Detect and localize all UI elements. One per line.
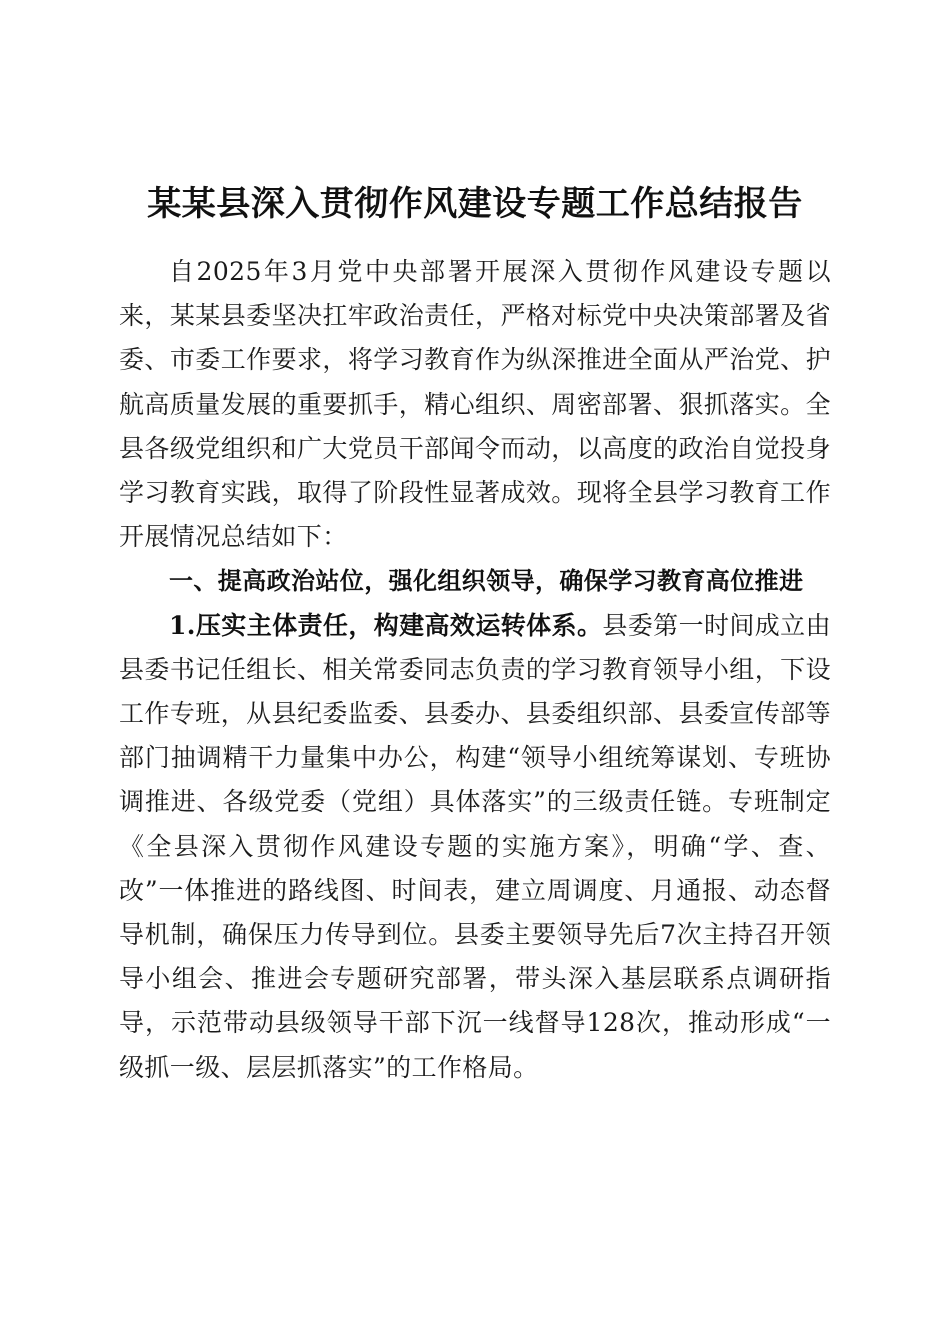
item-paragraph-1 — [119, 604, 831, 1090]
item-lead-1: 1.压实主体责任，构建高效运转体系。 — [169, 610, 603, 640]
document-title: 某某县深入贯彻作风建设专题工作总结报告 — [147, 184, 803, 224]
item-body-1: 县委第一时间成立由县委书记任组长、相关常委同志负责的学习教育领导小组，下设工作专班，从县纪委监委、县委办、县委组织部、县委宣传部等部门抽调精干力量集中办公，构建“领导小组统筹谋划、专班协调推进、各级党委（党组）具体落实”的三级责任链。专班制定《全县深入贯彻作风建设专题的实施方案》，明确“学、查、改”一体推进的路线图、时间表，建立周调度、月通报、动态督导机制，确保压力传导到位。县委主要领导先后7次主持召开领导小组会、推进会专题研究部署，带头深入基层联系点调研指导，示范带动县级领导干部下沉一线督导128次，推动形成“一级抓一级、层层抓落实”的工作格局。 — [119, 610, 831, 1082]
document-body — [119, 250, 831, 1090]
section-heading-1: 一、提高政治站位，强化组织领导，确保学习教育高位推进 — [169, 567, 804, 596]
intro-paragraph: 自2025年3月党中央部署开展深入贯彻作风建设专题以来，某某县委坚决扛牢政治责任，严格对标党中央决策部署及省委、市委工作要求，将学习教育作为纵深推进全面从严治党、护航高质量发展的重要抓手，精心组织、周密部署、狠抓落实。全县各级党组织和广大党员干部闻令而动，以高度的政治自觉投身学习教育实践，取得了阶段性显著成效。现将全县学习教育工作开展情况总结如下： — [119, 257, 831, 552]
